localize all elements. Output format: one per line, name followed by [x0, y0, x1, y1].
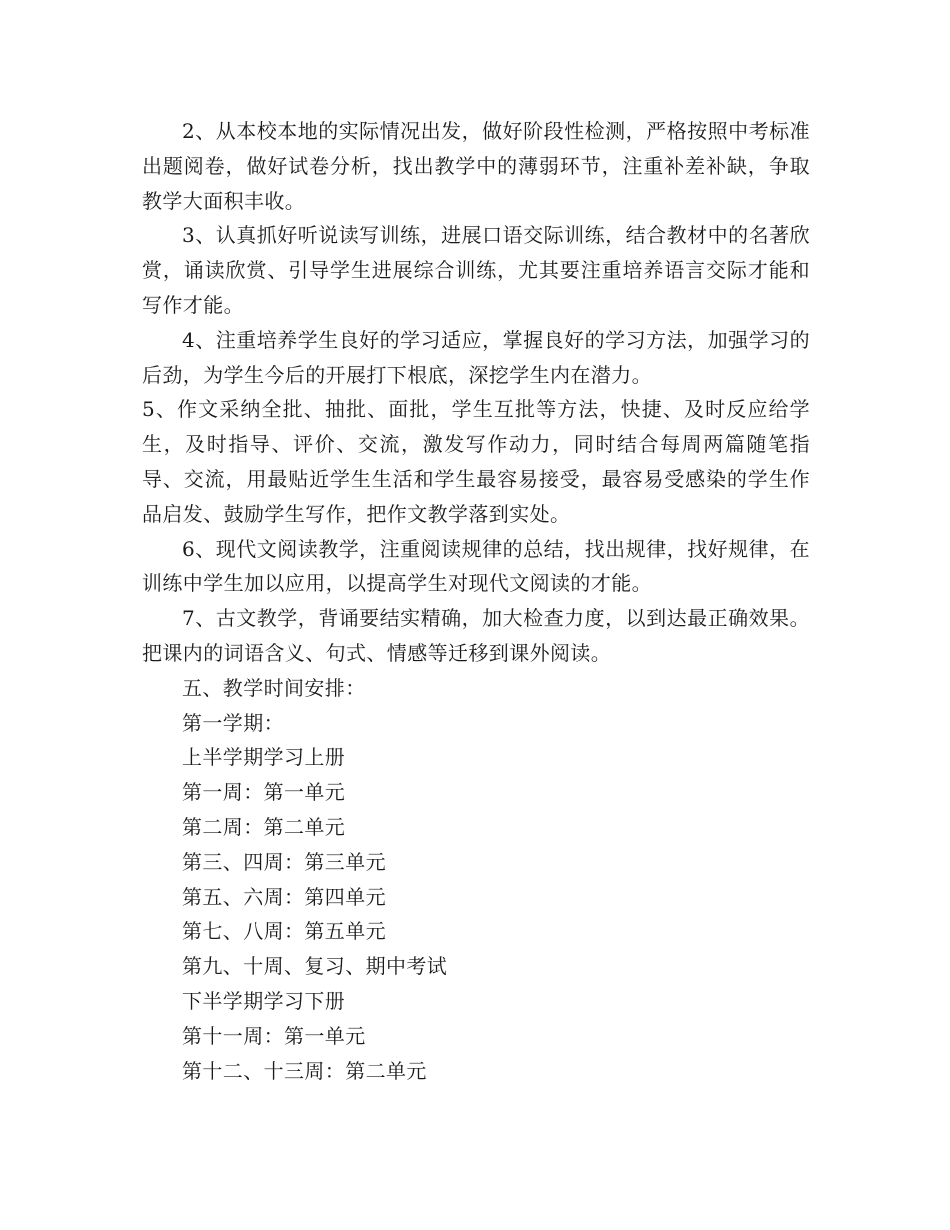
- section-heading-schedule: 五、教学时间安排：: [182, 675, 366, 700]
- schedule-line: 第十一周：第一单元: [182, 1023, 366, 1048]
- paragraph-item-3: 3、认真抓好听说读写训练，进展口语交际训练，结合教材中的名著欣赏，诵读欣赏、引导学生进展综合训练，尤其要注重培养语言交际才能和写作才能。: [142, 223, 810, 317]
- schedule-line: 第七、八周：第五单元: [182, 919, 386, 944]
- document-body: [142, 114, 810, 1088]
- schedule-line: 第一周：第一单元: [182, 780, 346, 805]
- schedule-line: 第三、四周：第三单元: [182, 849, 386, 874]
- paragraph-item-2: 2、从本校本地的实际情况出发，做好阶段性检测，严格按照中考标准出题阅卷，做好试卷分析，找出教学中的薄弱环节，注重补差补缺，争取教学大面积丰收。: [142, 119, 810, 213]
- schedule-line: 第十二、十三周：第二单元: [182, 1058, 427, 1083]
- paragraph-item-4: 4、注重培养学生良好的学习适应，掌握良好的学习方法，加强学习的后劲，为学生今后的开展打下根底，深挖学生内在潜力。: [142, 327, 810, 387]
- paragraph-item-7: 7、古文教学，背诵要结实精确，加大检查力度，以到达最正确效果。把课内的词语含义、句式、情感等迁移到课外阅读。: [142, 606, 810, 665]
- semester-label: 第一学期：: [182, 710, 284, 735]
- half-term-label-second: 下半学期学习下册: [182, 988, 346, 1013]
- schedule-line: 第九、十周、复习、期中考试: [182, 954, 448, 979]
- schedule-line: 第二周：第二单元: [182, 814, 346, 839]
- paragraph-item-5: 5、作文采纳全批、抽批、面批，学生互批等方法，快捷、及时反应给学生，及时指导、评价、交流，激发写作动力，同时结合每周两篇随笔指导、交流，用最贴近学生生活和学生最容易接受，最容易受感染的学生作品启发、鼓励学生写作，把作文教学落到实处。: [142, 397, 810, 526]
- half-term-label-first: 上半学期学习上册: [182, 745, 346, 770]
- schedule-line: 第五、六周：第四单元: [182, 884, 386, 909]
- paragraph-item-6: 6、现代文阅读教学，注重阅读规律的总结，找出规律，找好规律，在训练中学生加以应用，以提高学生对现代文阅读的才能。: [142, 536, 810, 596]
